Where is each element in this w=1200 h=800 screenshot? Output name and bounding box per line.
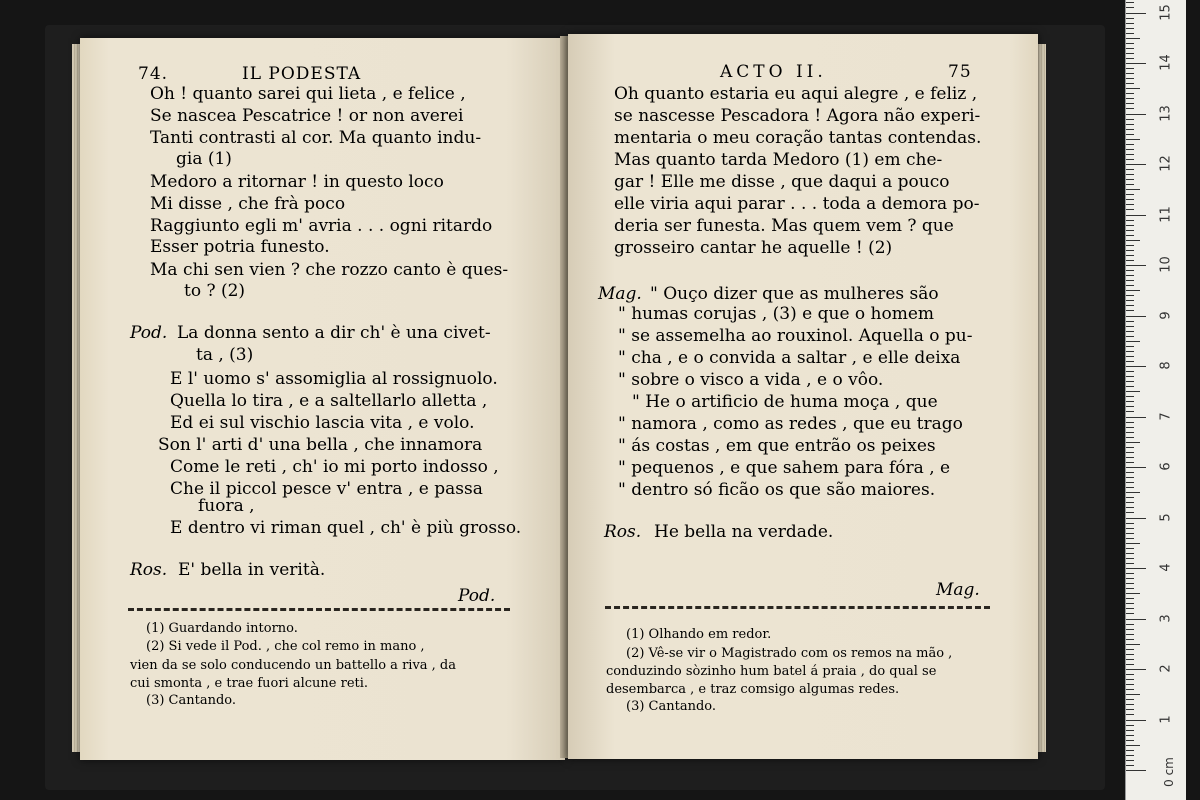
- ruler-tick: [1126, 477, 1134, 478]
- verse-line: Oh ! quanto sarei qui lieta , e felice ,: [150, 84, 466, 104]
- ruler-tick: [1126, 679, 1134, 680]
- ruler-tick: [1126, 98, 1134, 99]
- verse-line: Ma chi sen vien ? che rozzo canto è ques-: [150, 260, 509, 280]
- verse-line: elle viria aqui parar . . . toda a demora po-: [614, 194, 980, 214]
- ruler-tick: [1126, 573, 1134, 574]
- ruler-tick: [1126, 225, 1134, 226]
- verse-line: Quella lo tira , e a saltellarlo alletta ,: [170, 391, 488, 411]
- ruler-tick: [1126, 694, 1140, 695]
- ruler-tick: [1126, 386, 1134, 387]
- ruler-tick: [1126, 528, 1134, 529]
- ruler-number: 12: [1158, 155, 1174, 172]
- ruler-tick: [1126, 639, 1134, 640]
- verse-line: Mas quanto tarda Medoro (1) em che-: [614, 150, 943, 170]
- ruler-tick: [1126, 578, 1134, 579]
- ruler-tick: [1126, 164, 1146, 165]
- verse-line: Come le reti , ch' io mi porto indosso ,: [170, 457, 499, 477]
- ruler-number: 15: [1158, 3, 1174, 21]
- ruler-number: 10: [1158, 256, 1174, 273]
- verse-line: Mi disse , che frà poco: [150, 194, 346, 214]
- ruler-tick: [1126, 482, 1134, 483]
- ruler-tick: [1126, 321, 1134, 322]
- verse-line: La donna sento a dir ch' è una civet-: [177, 323, 491, 343]
- running-title: ACTO II.: [720, 62, 827, 82]
- ruler-tick: [1126, 215, 1146, 216]
- ruler-tick: [1126, 714, 1134, 715]
- ruler-tick: [1126, 346, 1134, 347]
- ruler-tick: [1126, 472, 1134, 473]
- ruler-tick: [1126, 295, 1134, 296]
- verse-line: gar ! Elle me disse , que daqui a pouco: [614, 172, 950, 192]
- footnote: (1) Guardando intorno.: [146, 621, 298, 636]
- ruler-tick: [1126, 619, 1146, 620]
- ruler-tick: [1126, 669, 1146, 670]
- speaker-label: Mag.: [598, 284, 642, 304]
- verse-line: " dentro só ficão os que são maiores.: [618, 480, 936, 500]
- ruler-number: 4: [1158, 563, 1174, 572]
- ruler-tick: [1126, 629, 1134, 630]
- ruler-tick: [1126, 689, 1134, 690]
- ruler-tick: [1126, 179, 1134, 180]
- ruler-tick: [1126, 371, 1134, 372]
- ruler-unit-label: 0 cm: [1161, 757, 1176, 787]
- ruler-tick: [1126, 462, 1134, 463]
- verse-line: mentaria o meu coração tantas contendas.: [614, 128, 982, 148]
- ruler-tick: [1126, 290, 1140, 291]
- ruler-tick: [1126, 417, 1146, 418]
- verse-line: " sobre o visco a vida , e o vôo.: [618, 370, 884, 390]
- ruler-tick: [1126, 361, 1134, 362]
- ruler-tick: [1126, 189, 1140, 190]
- speaker-label: Ros.: [130, 560, 168, 580]
- ruler-tick: [1126, 154, 1134, 155]
- ruler-tick: [1126, 144, 1134, 145]
- footnote: conduzindo sòzinho hum batel á praia , do qual se: [606, 664, 937, 679]
- footnote: (3) Cantando.: [626, 699, 717, 714]
- ruler-tick: [1126, 654, 1134, 655]
- verse-line: Son l' arti d' una bella , che innamora: [158, 435, 483, 455]
- ruler-tick: [1126, 149, 1134, 150]
- verse-line: E' bella in verità.: [178, 560, 326, 580]
- ruler-tick: [1126, 275, 1134, 276]
- ruler-tick: [1126, 649, 1134, 650]
- ruler-tick: [1126, 169, 1134, 170]
- ruler-tick: [1126, 310, 1134, 311]
- footnote-rule: [128, 608, 510, 611]
- ruler-tick: [1126, 73, 1134, 74]
- ruler-tick: [1126, 497, 1134, 498]
- ruler-tick: [1126, 108, 1134, 109]
- ruler-tick: [1126, 634, 1134, 635]
- ruler-tick: [1126, 735, 1134, 736]
- ruler-tick: [1126, 401, 1134, 402]
- ruler-tick: [1126, 184, 1134, 185]
- ruler-tick: [1126, 13, 1146, 14]
- verse-line: Tanti contrasti al cor. Ma quanto indu-: [150, 128, 482, 148]
- speaker-label: Pod.: [130, 323, 168, 343]
- ruler-tick: [1126, 204, 1134, 205]
- ruler-number: 2: [1158, 664, 1174, 673]
- ruler-tick: [1126, 43, 1134, 44]
- verse-line: E dentro vi riman quel , ch' è più grosso.: [170, 518, 522, 538]
- ruler-tick: [1126, 220, 1134, 221]
- ruler-tick: [1126, 457, 1134, 458]
- ruler-tick: [1126, 593, 1140, 594]
- ruler-tick: [1126, 230, 1134, 231]
- footnote: cui smonta , e trae fuori alcune reti.: [130, 676, 369, 691]
- ruler-tick: [1126, 38, 1140, 39]
- ruler-tick: [1126, 7, 1134, 8]
- footnote: desembarca , e traz comsigo algumas redes.: [606, 682, 900, 697]
- verse-line: " He o artificio de huma moça , que: [632, 392, 938, 412]
- ruler-tick: [1126, 624, 1134, 625]
- ruler-tick: [1126, 452, 1134, 453]
- ruler-tick: [1126, 598, 1134, 599]
- ruler-tick: [1126, 699, 1134, 700]
- ruler-tick: [1126, 18, 1134, 19]
- ruler-tick: [1126, 28, 1134, 29]
- ruler-tick: [1126, 381, 1134, 382]
- ruler-tick: [1126, 442, 1140, 443]
- ruler-tick: [1126, 588, 1134, 589]
- ruler-tick: [1126, 396, 1134, 397]
- ruler-tick: [1126, 300, 1134, 301]
- verse-line: He bella na verdade.: [654, 522, 834, 542]
- ruler-tick: [1126, 305, 1134, 306]
- ruler-tick: [1126, 684, 1134, 685]
- ruler-tick: [1126, 730, 1134, 731]
- ruler-tick: [1126, 250, 1134, 251]
- ruler-tick: [1126, 265, 1146, 266]
- ruler-tick: [1126, 366, 1146, 367]
- ruler-tick: [1126, 674, 1134, 675]
- speaker-label: Ros.: [604, 522, 642, 542]
- ruler-tick: [1126, 608, 1134, 609]
- ruler-tick: [1126, 2, 1134, 3]
- ruler-tick: [1126, 770, 1146, 771]
- ruler-number: 14: [1158, 54, 1174, 71]
- ruler-tick: [1126, 523, 1134, 524]
- ruler-number: 7: [1158, 411, 1174, 421]
- ruler-tick: [1126, 704, 1134, 705]
- ruler-tick: [1126, 255, 1134, 256]
- measuring-ruler: [1125, 0, 1186, 800]
- verse-line: gia (1): [176, 149, 232, 169]
- ruler-tick: [1126, 78, 1134, 79]
- ruler-tick: [1126, 103, 1134, 104]
- ruler-tick: [1126, 391, 1140, 392]
- ruler-tick: [1126, 563, 1134, 564]
- ruler-number: 13: [1158, 104, 1174, 122]
- ruler-tick: [1126, 235, 1134, 236]
- footnote-rule: [605, 606, 990, 609]
- ruler-tick: [1126, 659, 1134, 660]
- page-number: 74.: [138, 64, 169, 84]
- ruler-tick: [1126, 664, 1134, 665]
- ruler-tick: [1126, 245, 1134, 246]
- ruler-tick: [1126, 336, 1134, 337]
- ruler-tick: [1126, 114, 1146, 115]
- ruler-tick: [1126, 280, 1134, 281]
- ruler-tick: [1126, 88, 1140, 89]
- catchword: Pod.: [458, 586, 496, 606]
- ruler-tick: [1126, 568, 1146, 569]
- ruler-number: 8: [1158, 361, 1174, 370]
- ruler-tick: [1126, 467, 1146, 468]
- ruler-tick: [1126, 765, 1134, 766]
- verse-line: ta , (3): [196, 345, 254, 365]
- ruler-tick: [1126, 750, 1134, 751]
- ruler-tick: [1126, 129, 1134, 130]
- ruler-tick: [1126, 725, 1134, 726]
- ruler-tick: [1126, 209, 1134, 210]
- ruler-tick: [1126, 270, 1134, 271]
- ruler-tick: [1126, 502, 1134, 503]
- ruler-tick: [1126, 23, 1134, 24]
- ruler-tick: [1126, 492, 1140, 493]
- ruler-tick: [1126, 331, 1134, 332]
- ruler-tick: [1126, 48, 1134, 49]
- ruler-tick: [1126, 583, 1134, 584]
- ruler-tick: [1126, 134, 1134, 135]
- verse-line: Che il piccol pesce v' entra , e passa: [170, 479, 483, 499]
- ruler-tick: [1126, 538, 1134, 539]
- ruler-tick: [1126, 740, 1134, 741]
- ruler-tick: [1126, 58, 1134, 59]
- verse-line: E l' uomo s' assomiglia al rossignuolo.: [170, 369, 498, 389]
- ruler-tick: [1126, 351, 1134, 352]
- footnote: (2) Si vede il Pod. , che col remo in mano ,: [146, 639, 425, 654]
- verse-line: se nascesse Pescadora ! Agora não experi-: [614, 106, 981, 126]
- ruler-tick: [1126, 553, 1134, 554]
- ruler-tick: [1126, 603, 1134, 604]
- ruler-number: 1: [1158, 714, 1174, 724]
- ruler-tick: [1126, 124, 1134, 125]
- verse-line: Raggiunto egli m' avria . . . ogni ritardo: [150, 216, 493, 236]
- ruler-tick: [1126, 174, 1134, 175]
- ruler-tick: [1126, 745, 1140, 746]
- ruler-tick: [1126, 83, 1134, 84]
- ruler-tick: [1126, 755, 1134, 756]
- ruler-tick: [1126, 644, 1140, 645]
- ruler-tick: [1126, 406, 1134, 407]
- ruler-tick: [1126, 194, 1134, 195]
- ruler-tick: [1126, 548, 1134, 549]
- ruler-tick: [1126, 487, 1134, 488]
- ruler-tick: [1126, 53, 1134, 54]
- footnote: (1) Olhando em redor.: [626, 627, 772, 642]
- verse-line: " pequenos , e que sahem para fóra , e: [618, 458, 951, 478]
- ruler-tick: [1126, 533, 1134, 534]
- ruler-tick: [1126, 159, 1134, 160]
- ruler-tick: [1126, 432, 1134, 433]
- ruler-tick: [1126, 518, 1146, 519]
- verse-line: " namora , como as redes , que eu trago: [618, 414, 963, 434]
- ruler-tick: [1126, 285, 1134, 286]
- ruler-tick: [1126, 341, 1140, 342]
- ruler-tick: [1126, 427, 1134, 428]
- ruler-number: 5: [1158, 512, 1174, 522]
- ruler-tick: [1126, 33, 1134, 34]
- ruler-tick: [1126, 760, 1134, 761]
- ruler-tick: [1126, 199, 1134, 200]
- verse-line: " se assemelha ao rouxinol. Aquella o pu-: [618, 326, 973, 346]
- ruler-tick: [1126, 447, 1134, 448]
- ruler-tick: [1126, 139, 1140, 140]
- verse-line: fuora ,: [198, 496, 255, 516]
- verse-line: Se nascea Pescatrice ! or non averei: [150, 106, 464, 126]
- ruler-tick: [1126, 613, 1134, 614]
- footnote: (2) Vê-se vir o Magistrado com os remos na mão ,: [626, 646, 953, 661]
- ruler-tick: [1126, 543, 1140, 544]
- catchword: Mag.: [936, 580, 980, 600]
- verse-line: deria ser funesta. Mas quem vem ? que: [614, 216, 954, 236]
- verse-line: to ? (2): [184, 281, 246, 301]
- verse-line: " ás costas , em que entrão os peixes: [618, 436, 936, 456]
- ruler-tick: [1126, 507, 1134, 508]
- ruler-number: 3: [1158, 613, 1174, 623]
- verse-line: Medoro a ritornar ! in questo loco: [150, 172, 444, 192]
- footnote: (3) Cantando.: [146, 693, 237, 708]
- ruler-tick: [1126, 720, 1146, 721]
- ruler-tick: [1126, 512, 1134, 513]
- ruler-number: 9: [1158, 310, 1174, 320]
- ruler-tick: [1126, 422, 1134, 423]
- verse-line: Ed ei sul vischio lascia vita , e volo.: [170, 413, 475, 433]
- verse-line: grosseiro cantar he aquelle ! (2): [614, 238, 893, 258]
- ruler-tick: [1126, 68, 1134, 69]
- ruler-tick: [1126, 376, 1134, 377]
- ruler-tick: [1126, 411, 1134, 412]
- ruler-tick: [1126, 558, 1134, 559]
- page-number: 75: [948, 62, 972, 82]
- ruler-tick: [1126, 356, 1134, 357]
- ruler-tick: [1126, 63, 1146, 64]
- ruler-tick: [1126, 316, 1146, 317]
- ruler-tick: [1126, 240, 1140, 241]
- ruler-tick: [1126, 709, 1134, 710]
- ruler-tick: [1126, 93, 1134, 94]
- ruler-tick: [1126, 260, 1134, 261]
- verse-line: " Ouço dizer que as mulheres são: [650, 284, 939, 304]
- ruler-tick: [1126, 326, 1134, 327]
- verse-line: Oh quanto estaria eu aqui alegre , e feliz ,: [614, 84, 978, 104]
- verse-line: Esser potria funesto.: [150, 237, 330, 257]
- running-title: IL PODESTA: [242, 64, 362, 84]
- ruler-tick: [1126, 437, 1134, 438]
- ruler-number: 6: [1158, 462, 1174, 471]
- ruler-number: 11: [1158, 205, 1174, 223]
- verse-line: " cha , e o convida a saltar , e elle deixa: [618, 348, 961, 368]
- ruler-tick: [1126, 119, 1134, 120]
- footnote: vien da se solo conducendo un battello a riva , da: [130, 658, 457, 673]
- verse-line: " humas corujas , (3) e que o homem: [618, 304, 935, 324]
